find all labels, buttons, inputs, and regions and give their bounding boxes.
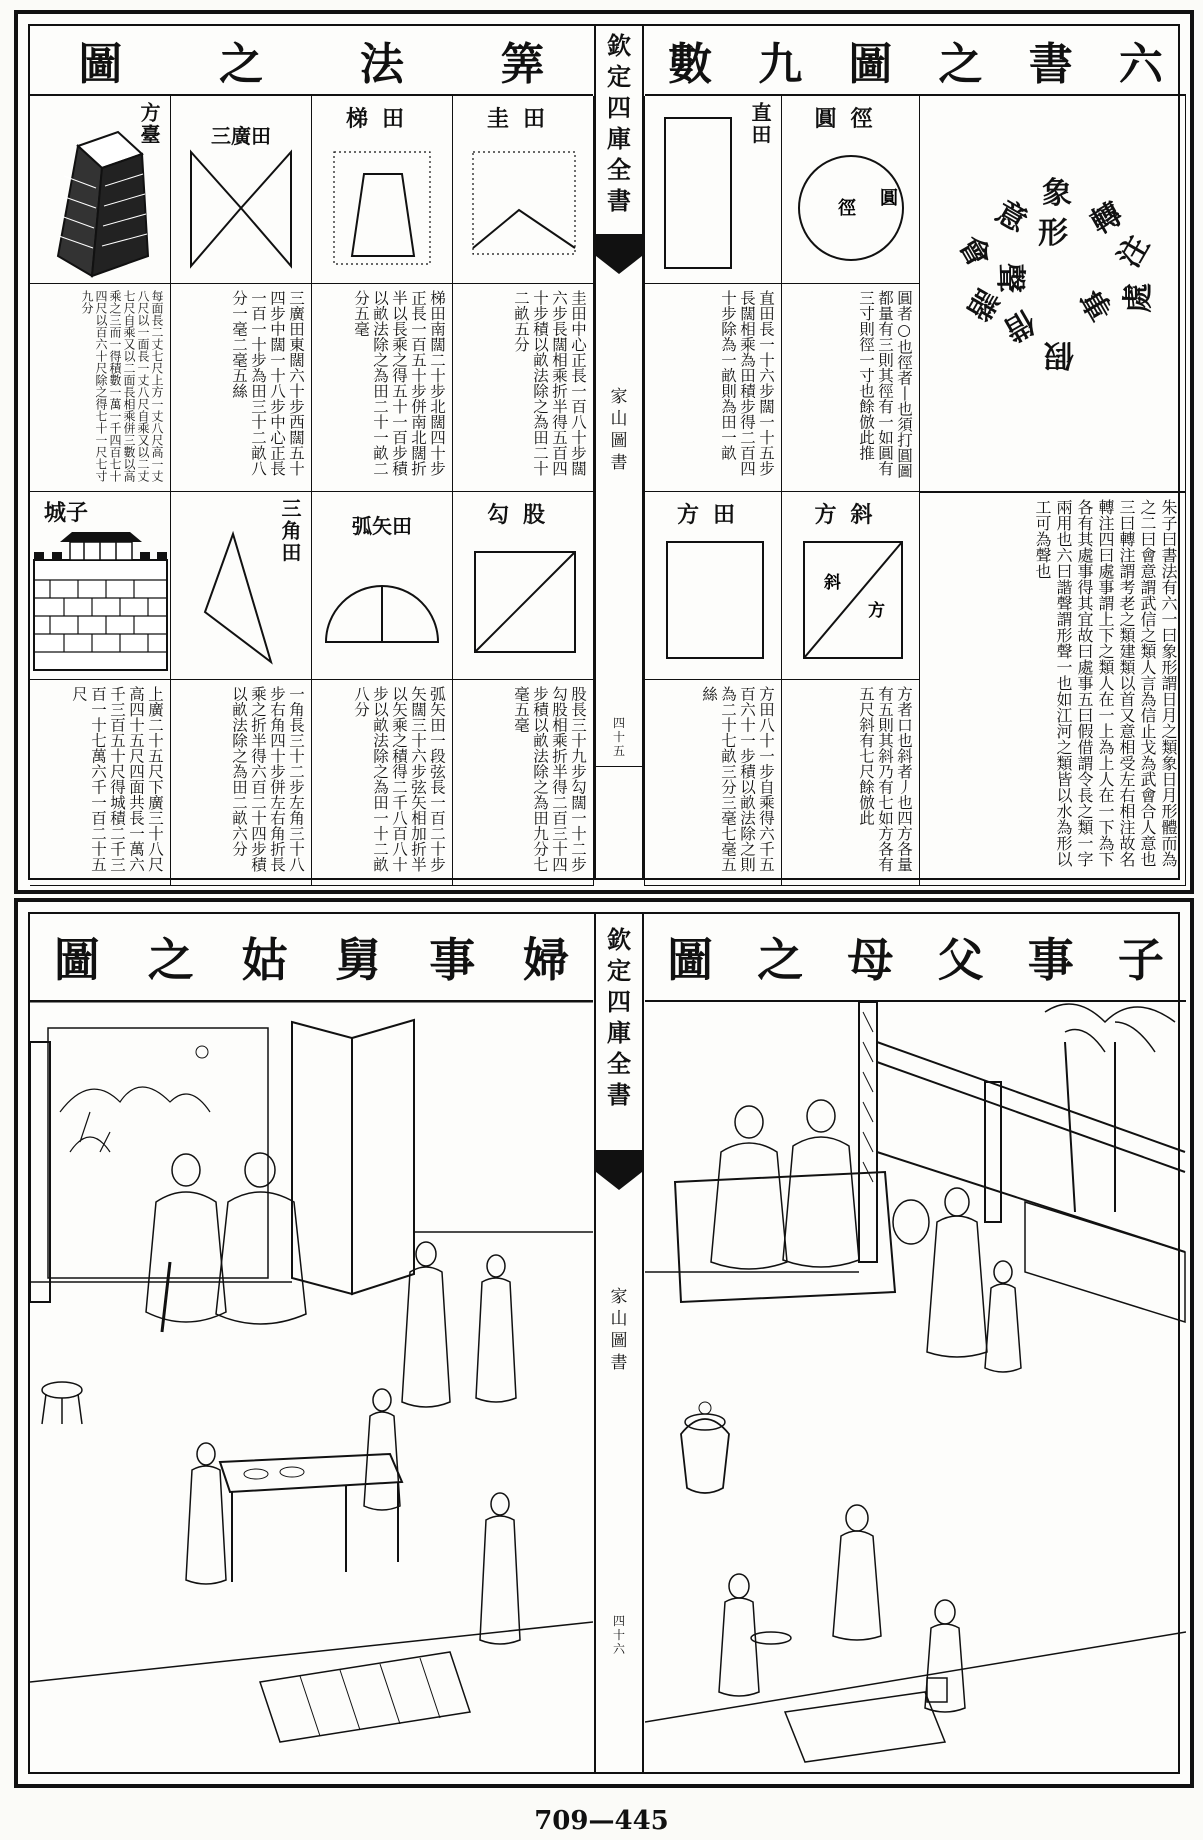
left-diagram-grid — [30, 96, 594, 886]
calculation-text: 直田長一十六步闊一十五步長闊相乘為田積步得二百四十步除為一畝則為田一畝 — [719, 290, 775, 476]
circle-diameter-diagram — [782, 96, 920, 284]
spine-char: 圖 — [610, 431, 628, 451]
seal-char: 象 — [1042, 176, 1072, 211]
cell-label: 方田 — [676, 502, 749, 528]
spine-char: 全 — [607, 1049, 631, 1078]
cell-cheng-zi-text — [30, 680, 171, 886]
cell-yuan-jing-text — [782, 284, 920, 492]
calculation-text: 股長三十九步勾闊一十二步勾股相乘折半得二百三十四步積以畝法除之為田九分七毫五毫 — [512, 686, 587, 872]
title-char: 事 — [429, 933, 476, 987]
triangle-field-diagram — [453, 96, 594, 284]
cell-fang-xie-diagram — [782, 492, 920, 680]
seal-char: 事 — [1075, 282, 1121, 326]
cell-seal-script — [920, 96, 1186, 492]
right-page-title — [645, 914, 1186, 1002]
bottom-page — [14, 898, 1194, 1788]
title-char: 筭 — [500, 39, 545, 90]
spine-char: 四 — [607, 987, 631, 1016]
three-width-field-diagram — [171, 96, 312, 284]
spine-char: 山 — [610, 1309, 628, 1329]
cell-gou-gu-text — [453, 680, 594, 886]
spine-subtitle — [596, 386, 642, 474]
spine-char: 山 — [610, 409, 628, 429]
top-spine — [594, 26, 644, 878]
spine-char: 六 — [612, 1642, 625, 1656]
cell-zhuzi-commentary — [920, 492, 1186, 886]
cell-yuan-jing-diagram — [782, 96, 920, 284]
cell-san-jiao-text — [171, 680, 312, 886]
title-char: 之 — [147, 933, 194, 987]
calculation-text: 梯田南闊二十步北闊四十步正長一百五十步併南北闊折半以長乘之得五十一百步積以畝法除之為田二十一畝二分五毫 — [352, 290, 446, 476]
calculation-text: 方者口也斜者丿也四方各量有五則其斜乃有七如方各有五尺斜有七尺餘倣此 — [857, 686, 913, 872]
spine-char: 家 — [610, 387, 628, 407]
title-char: 父 — [937, 933, 984, 987]
calculation-text: 一角長三十二步左角三十八步右角四十步併左右角折長乘之折半得六百二十四步積以畝法除之為田二畝六分 — [230, 686, 305, 872]
seal-char: 注 — [1111, 230, 1157, 274]
spine-char: 定 — [607, 956, 631, 985]
cell-zhi-tian-text — [644, 284, 782, 492]
frustum-diagram — [30, 96, 171, 284]
calculation-text: 三廣田東闊六十步西闊五十四步中闊一十八步中心正長一百一十步為田三十二畝八分一毫二毫五絲 — [230, 290, 305, 476]
title-char: 子 — [1117, 933, 1164, 987]
seal-char: 會 — [951, 230, 997, 274]
spine-title — [596, 30, 642, 216]
title-char: 法 — [359, 39, 404, 90]
spine-char: 欽 — [607, 925, 631, 954]
spine-char: 庫 — [607, 124, 631, 153]
rectangular-field-diagram — [645, 96, 782, 284]
right-illustration — [645, 1002, 1186, 1780]
spine-char: 書 — [607, 1080, 631, 1109]
title-char: 舅 — [335, 933, 382, 987]
cell-fang-tian-diagram — [644, 492, 782, 680]
title-char: 圖 — [78, 39, 123, 90]
spine-page-number — [596, 716, 642, 758]
square-field-diagram — [645, 492, 782, 680]
seal-char: 聲 — [992, 263, 1027, 293]
calculation-text: 方田八十一步自乘得六千五百六十一步積以畝法除之則為二十七畝三分三毫七毫五絲 — [700, 686, 775, 872]
cell-hu-shi-text — [312, 680, 453, 886]
spine-char: 書 — [610, 1353, 628, 1373]
spine-char: 全 — [607, 155, 631, 184]
spine-char: 家 — [610, 1287, 628, 1307]
cell-fang-xie-text — [782, 680, 920, 886]
calculation-text: 圭田中心正長一百八十步闊六步長闊相乘折半得五百四十步積以畝法除之為田二十二畝五分 — [512, 290, 587, 476]
title-char: 之 — [938, 39, 983, 90]
calculation-text: 圓者○也徑者丨也須打圓圖都量有三則其徑有一如圓有三寸則徑一寸也餘倣此推 — [857, 290, 913, 479]
left-page-title — [30, 26, 593, 96]
title-char: 事 — [1027, 933, 1074, 987]
triangular-field-diagram — [171, 492, 312, 680]
seal-char: 諧 — [959, 282, 1005, 326]
trapezoid-field-diagram — [312, 96, 453, 284]
seal-char: 意 — [989, 194, 1033, 240]
right-triangle-diagram — [453, 492, 594, 680]
spine-char: 定 — [607, 62, 631, 91]
title-char: 姑 — [241, 933, 288, 987]
square-inner-label: 方 — [868, 601, 885, 621]
cell-label-text: 城子 — [44, 500, 89, 526]
cell-ti-tian-text — [312, 284, 453, 492]
page-footer-number: 709—445 — [534, 1806, 669, 1836]
spine-char: 四 — [612, 1614, 625, 1628]
cell-label: 三角田 — [278, 498, 302, 564]
cell-label: 方臺 — [137, 102, 161, 146]
cell-gui-tian-diagram — [453, 96, 594, 284]
square-inner-label: 斜 — [824, 573, 841, 593]
spine-page-number — [596, 1614, 642, 1656]
spine-char: 五 — [612, 744, 625, 758]
title-char: 母 — [847, 933, 894, 987]
cell-gui-tian-text — [453, 284, 594, 492]
top-page-frame — [28, 24, 1180, 880]
cell-zhi-tian-diagram — [644, 96, 782, 284]
title-char: 圖 — [848, 39, 893, 90]
title-char: 婦 — [523, 933, 570, 987]
cell-label: 弧矢田 — [352, 514, 412, 538]
calculation-text: 弧矢田一段弦長一百二十步矢闊三十六步弦矢相加折半以矢乘之積得二千八百八十步以畝法除之為田一十二畝八分 — [352, 686, 446, 872]
spine-fishtail-mark — [596, 234, 642, 256]
bottom-spine — [594, 914, 644, 1772]
bottom-page-frame — [28, 912, 1180, 1774]
commentary-text: 朱子曰書法有六一曰象形謂日月之類象日月形體而為之二曰會意謂武信之類人言為信止戈為武會合人意也三曰轉注謂考老之類建類以首又意相受左右相注故名轉注四曰處事謂上下之類人在一上為上人在一下為下各有其處事得其宜故曰處事五曰假借謂令長之類一字兩用也六曰諧聲謂形聲一也如江河之類皆以水為形以工可為聲也 — [1033, 499, 1178, 867]
calculation-text: 上廣二十五尺下廣三十八尺高四十五尺四面共長一萬六千三百五十尺得城積二千三百一十七萬六千一百二十五尺 — [70, 686, 164, 872]
spine-char: 四 — [607, 93, 631, 122]
spine-fishtail-mark — [596, 1150, 642, 1172]
spine-char: 十 — [612, 1628, 625, 1642]
spine-rule — [596, 766, 642, 767]
cell-hu-shi-diagram — [312, 492, 453, 680]
cell-label: 三廣田 — [211, 124, 271, 148]
cell-fang-tai-text — [30, 284, 171, 492]
cell-label: 圭田 — [486, 106, 559, 132]
spine-subtitle — [596, 1286, 642, 1374]
circle-inner-label: 徑 — [838, 198, 856, 219]
cell-san-guang-text — [171, 284, 312, 492]
cell-label: 圓徑 — [814, 106, 887, 132]
spine-char: 圖 — [610, 1331, 628, 1351]
circle-inner-label: 圓 — [880, 188, 898, 209]
title-char: 書 — [1028, 39, 1073, 90]
cell-san-guang-diagram — [171, 96, 312, 284]
title-char: 之 — [757, 933, 804, 987]
cell-label: 直田 — [748, 102, 772, 146]
title-char: 圖 — [667, 933, 714, 987]
cell-ti-tian-diagram — [312, 96, 453, 284]
seal-script-rosette — [920, 96, 1186, 396]
cell-cheng-zi-diagram — [30, 492, 171, 680]
cell-label: 勾股 — [486, 502, 559, 528]
seal-char: 假 — [1044, 337, 1074, 372]
top-page — [14, 10, 1194, 894]
spine-char: 書 — [610, 453, 628, 473]
arc-field-diagram — [312, 492, 453, 680]
title-char: 六 — [1118, 39, 1163, 90]
title-char: 圖 — [53, 933, 100, 987]
spine-title — [596, 924, 642, 1110]
right-diagram-grid — [644, 96, 1186, 886]
cell-label: 方斜 — [814, 502, 887, 528]
seal-char: 處 — [1121, 283, 1156, 313]
cell-gou-gu-diagram — [453, 492, 594, 680]
spine-char: 四 — [612, 716, 625, 730]
square-diagonal-diagram — [782, 492, 920, 680]
cell-fang-tai-diagram — [30, 96, 171, 284]
seal-char: 借 — [997, 302, 1041, 348]
spine-char: 書 — [607, 186, 631, 215]
spine-char: 欽 — [607, 31, 631, 60]
cell-fang-tian-text — [644, 680, 782, 886]
spine-char: 庫 — [607, 1018, 631, 1047]
left-illustration — [30, 1002, 593, 1780]
city-wall-diagram — [30, 492, 171, 680]
cell-label: 梯田 — [345, 106, 418, 132]
seal-char: 轉 — [1085, 196, 1129, 242]
seal-char: 形 — [1038, 216, 1068, 251]
title-char: 九 — [758, 39, 803, 90]
right-page-title — [645, 26, 1186, 96]
spine-char: 十 — [612, 730, 625, 744]
left-page-title — [30, 914, 593, 1002]
cell-san-jiao-diagram — [171, 492, 312, 680]
title-char: 數 — [668, 39, 713, 90]
calculation-text: 每面長二丈七尺上方一丈八尺高一丈八尺以一面長一丈八尺自乘又以二丈七尺自乘又以二面長相乘併三數以高乘之三而一得積數一萬一千四百七十四尺以百六十尺除之得七十一尺七寸九分 — [80, 290, 164, 482]
title-char: 之 — [219, 39, 264, 90]
